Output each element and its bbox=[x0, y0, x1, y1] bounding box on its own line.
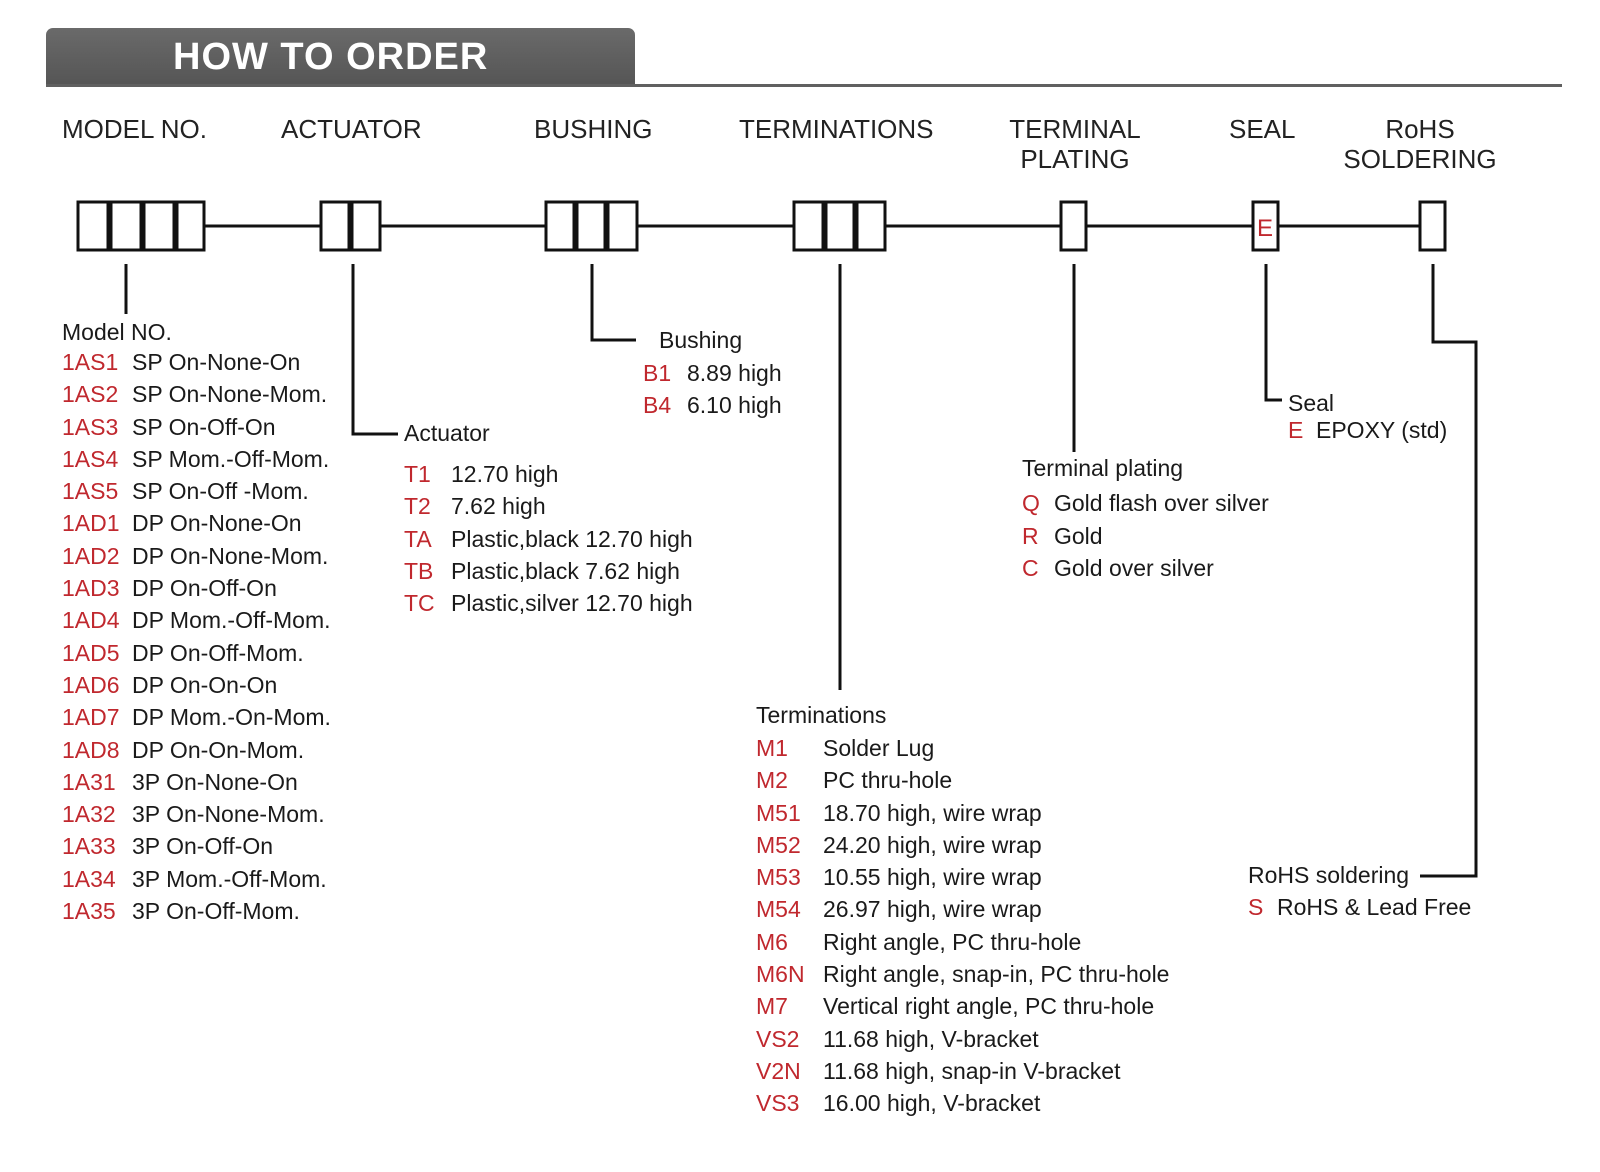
model-option-desc: DP On-On-Mom. bbox=[132, 736, 305, 763]
terminations-option-code: M54 bbox=[756, 896, 801, 923]
actuator-option-code: TB bbox=[404, 557, 434, 584]
model-option-desc: SP Mom.-Off-Mom. bbox=[132, 445, 330, 472]
rohs-options-list bbox=[1248, 891, 1471, 923]
rohs-option-code: S bbox=[1248, 894, 1264, 920]
model-option-desc: DP Mom.-On-Mom. bbox=[132, 704, 331, 731]
terminal-plating-options-list bbox=[1022, 487, 1269, 585]
model-option-desc: SP On-None-On bbox=[132, 349, 301, 375]
terminations-option-desc: 26.97 high, wire wrap bbox=[823, 896, 1042, 923]
model-option bbox=[62, 507, 331, 539]
terminations-option-desc: PC thru-hole bbox=[823, 767, 953, 794]
terminations-option-desc: 11.68 high, snap-in V-bracket bbox=[823, 1057, 1121, 1084]
terminations-option-desc: 24.20 high, wire wrap bbox=[823, 831, 1042, 858]
header-terminal-plating-line2: PLATING bbox=[1020, 144, 1130, 174]
plating-option-code: Q bbox=[1022, 490, 1040, 516]
model-option-desc: 3P On-Off-On bbox=[132, 833, 274, 860]
model-option bbox=[62, 540, 331, 572]
terminations-options-list bbox=[756, 732, 1169, 1120]
terminations-option-code: M2 bbox=[756, 767, 788, 794]
model-option-desc: DP On-On-On bbox=[132, 671, 278, 698]
actuator-option-desc: 7.62 high bbox=[451, 493, 546, 520]
model-option-desc: 3P On-Off-Mom. bbox=[132, 898, 300, 925]
plating-option bbox=[1022, 487, 1269, 520]
model-option-desc: DP On-Off-On bbox=[132, 575, 277, 602]
model-option bbox=[62, 895, 331, 927]
model-option-code: 1A33 bbox=[62, 833, 116, 860]
terminations-option-desc: Right angle, snap-in, PC thru-hole bbox=[823, 961, 1170, 988]
model-option-code: 1AS4 bbox=[62, 445, 119, 472]
terminations-option bbox=[756, 764, 1169, 796]
model-option-code: 1AD3 bbox=[62, 575, 120, 602]
actuator-options-list bbox=[404, 458, 693, 619]
header-rohs-line1: RoHS bbox=[1385, 114, 1455, 144]
plating-option bbox=[1022, 520, 1269, 553]
rohs-leader-line bbox=[1420, 264, 1476, 876]
terminations-option bbox=[756, 1087, 1169, 1119]
model-option bbox=[62, 701, 331, 733]
model-option bbox=[62, 572, 331, 604]
model-code-boxes bbox=[78, 202, 204, 250]
rohs-section-label: RoHS soldering bbox=[1248, 862, 1410, 888]
plating-option-desc: Gold bbox=[1054, 522, 1103, 549]
model-option-desc: 3P Mom.-Off-Mom. bbox=[132, 865, 327, 892]
plating-option-desc: Gold flash over silver bbox=[1054, 490, 1269, 516]
model-option bbox=[62, 346, 331, 378]
code-box bbox=[352, 202, 380, 250]
bushing-leader-line bbox=[592, 264, 636, 340]
model-option bbox=[62, 669, 331, 701]
terminations-option-desc: Vertical right angle, PC thru-hole bbox=[823, 993, 1155, 1020]
terminal-plating-section-label: Terminal plating bbox=[1022, 455, 1184, 481]
plating-option-code: C bbox=[1022, 555, 1039, 581]
seal-box-letter: E bbox=[1256, 215, 1274, 242]
terminations-option-desc: 10.55 high, wire wrap bbox=[823, 864, 1042, 891]
header-rohs-line2: SOLDERING bbox=[1343, 144, 1497, 174]
bushing-options-list bbox=[643, 357, 782, 421]
terminations-option bbox=[756, 1055, 1169, 1087]
model-option-code: 1AS5 bbox=[62, 478, 119, 505]
actuator-option bbox=[404, 458, 693, 490]
terminations-option-desc: 18.70 high, wire wrap bbox=[823, 799, 1042, 826]
rohs-option-desc: RoHS & Lead Free bbox=[1277, 894, 1472, 920]
seal-leader-line bbox=[1266, 264, 1282, 400]
rohs-option bbox=[1248, 891, 1471, 923]
terminal-plating-code-box bbox=[1061, 202, 1086, 250]
seal-option bbox=[1288, 414, 1447, 446]
actuator-option-desc: Plastic,black 12.70 high bbox=[451, 525, 693, 552]
model-option-code: 1A35 bbox=[62, 898, 116, 925]
header-actuator: ACTUATOR bbox=[281, 114, 422, 144]
header-seal: SEAL bbox=[1229, 114, 1296, 144]
header-terminal-plating-line1: TERMINAL bbox=[1009, 114, 1141, 144]
terminations-option bbox=[756, 958, 1169, 990]
seal-option-code: E bbox=[1288, 417, 1304, 443]
actuator-code-boxes bbox=[321, 202, 380, 250]
terminations-option-code: M6N bbox=[756, 961, 805, 988]
terminations-option bbox=[756, 893, 1169, 925]
bushing-code-boxes bbox=[546, 202, 637, 250]
model-option-code: 1AD4 bbox=[62, 607, 120, 634]
model-option-code: 1AD1 bbox=[62, 510, 120, 537]
model-option-desc: DP On-None-Mom. bbox=[132, 542, 329, 569]
bushing-option bbox=[643, 357, 782, 389]
seal-section-label: Seal bbox=[1288, 390, 1335, 416]
model-option-desc: SP On-None-Mom. bbox=[132, 381, 328, 408]
model-option bbox=[62, 863, 331, 895]
model-option bbox=[62, 443, 331, 475]
bushing-option-code: B1 bbox=[643, 360, 672, 386]
model-option-desc: 3P On-None-On bbox=[132, 768, 298, 795]
plating-option bbox=[1022, 552, 1269, 585]
code-box bbox=[78, 202, 108, 250]
terminations-option bbox=[756, 990, 1169, 1022]
terminations-option-code: M52 bbox=[756, 831, 801, 858]
model-option-code: 1AD2 bbox=[62, 542, 120, 569]
model-option-desc: SP On-Off-On bbox=[132, 413, 276, 440]
bushing-section-label: Bushing bbox=[659, 327, 743, 353]
bushing-option-code: B4 bbox=[643, 392, 672, 418]
model-option-code: 1AD8 bbox=[62, 736, 120, 763]
terminations-option-desc: Right angle, PC thru-hole bbox=[823, 928, 1082, 955]
plating-option-desc: Gold over silver bbox=[1054, 555, 1214, 581]
model-option bbox=[62, 411, 331, 443]
terminations-option bbox=[756, 861, 1169, 893]
terminations-option-code: M7 bbox=[756, 993, 788, 1020]
model-option-code: 1AS2 bbox=[62, 381, 119, 408]
terminations-option-desc: Solder Lug bbox=[823, 735, 935, 761]
code-box bbox=[321, 202, 349, 250]
seal-options-list bbox=[1288, 414, 1447, 446]
actuator-option-desc: Plastic,silver 12.70 high bbox=[451, 590, 693, 617]
model-option bbox=[62, 734, 331, 766]
model-option-code: 1A32 bbox=[62, 801, 116, 828]
page-title: HOW TO ORDER bbox=[173, 36, 489, 78]
model-option-desc: DP On-None-On bbox=[132, 510, 302, 537]
terminations-option-code: M1 bbox=[756, 735, 788, 761]
model-option-code: 1AD7 bbox=[62, 704, 120, 731]
terminations-option-code: M6 bbox=[756, 928, 788, 955]
actuator-option-code: T2 bbox=[404, 493, 431, 520]
terminations-option-code: M51 bbox=[756, 799, 801, 826]
terminations-option bbox=[756, 797, 1169, 829]
code-box bbox=[111, 202, 141, 250]
model-option-desc: SP On-Off -Mom. bbox=[132, 478, 309, 505]
terminations-option-code: VS2 bbox=[756, 1025, 800, 1052]
plating-option-code: R bbox=[1022, 522, 1039, 549]
model-option-code: 1AS3 bbox=[62, 413, 119, 440]
terminations-option-code: V2N bbox=[756, 1057, 801, 1084]
code-box bbox=[546, 202, 574, 250]
code-box bbox=[857, 202, 885, 250]
rohs-code-box bbox=[1420, 202, 1445, 250]
model-option bbox=[62, 830, 331, 862]
terminations-option bbox=[756, 1023, 1169, 1055]
terminations-code-boxes bbox=[794, 202, 885, 250]
terminations-option-desc: 16.00 high, V-bracket bbox=[823, 1090, 1041, 1117]
model-option-code: 1AD6 bbox=[62, 671, 120, 698]
model-option-code: 1AD5 bbox=[62, 639, 120, 666]
code-box bbox=[826, 202, 854, 250]
actuator-option-desc: Plastic,black 7.62 high bbox=[451, 557, 680, 584]
actuator-option-code: T1 bbox=[404, 461, 431, 487]
actuator-option-desc: 12.70 high bbox=[451, 461, 559, 487]
model-option bbox=[62, 378, 331, 410]
actuator-leader-line bbox=[353, 264, 398, 434]
header-model: MODEL NO. bbox=[62, 114, 207, 144]
model-option-code: 1A34 bbox=[62, 865, 116, 892]
model-option-code: 1A31 bbox=[62, 768, 116, 795]
code-box bbox=[177, 202, 204, 250]
actuator-option bbox=[404, 587, 693, 619]
bushing-option bbox=[643, 389, 782, 421]
actuator-option bbox=[404, 490, 693, 522]
model-options-list bbox=[62, 346, 331, 927]
model-option bbox=[62, 798, 331, 830]
model-option bbox=[62, 766, 331, 798]
terminations-option-desc: 11.68 high, V-bracket bbox=[823, 1025, 1039, 1052]
model-option-desc: DP On-Off-Mom. bbox=[132, 639, 304, 666]
model-option-desc: DP Mom.-Off-Mom. bbox=[132, 607, 331, 634]
code-box bbox=[144, 202, 174, 250]
model-section-label: Model NO. bbox=[62, 319, 172, 345]
actuator-option-code: TA bbox=[404, 525, 432, 552]
model-option bbox=[62, 637, 331, 669]
code-box bbox=[577, 202, 605, 250]
actuator-section-label: Actuator bbox=[404, 420, 490, 446]
seal-option-desc: EPOXY (std) bbox=[1316, 417, 1448, 443]
bushing-option-desc: 8.89 high bbox=[687, 360, 782, 386]
terminations-option-code: M53 bbox=[756, 864, 801, 891]
model-option-code: 1AS1 bbox=[62, 349, 119, 375]
terminations-option bbox=[756, 926, 1169, 958]
terminations-option-code: VS3 bbox=[756, 1090, 800, 1117]
model-option bbox=[62, 475, 331, 507]
actuator-option bbox=[404, 523, 693, 555]
header-terminations: TERMINATIONS bbox=[739, 114, 934, 144]
actuator-option-code: TC bbox=[404, 590, 435, 617]
terminations-section-label: Terminations bbox=[756, 702, 887, 728]
terminations-option bbox=[756, 732, 1169, 764]
model-option bbox=[62, 604, 331, 636]
terminations-option bbox=[756, 829, 1169, 861]
model-option-desc: 3P On-None-Mom. bbox=[132, 801, 325, 828]
code-box bbox=[794, 202, 823, 250]
header-bushing: BUSHING bbox=[534, 114, 653, 144]
code-box bbox=[608, 202, 637, 250]
bushing-option-desc: 6.10 high bbox=[687, 392, 782, 418]
actuator-option bbox=[404, 555, 693, 587]
